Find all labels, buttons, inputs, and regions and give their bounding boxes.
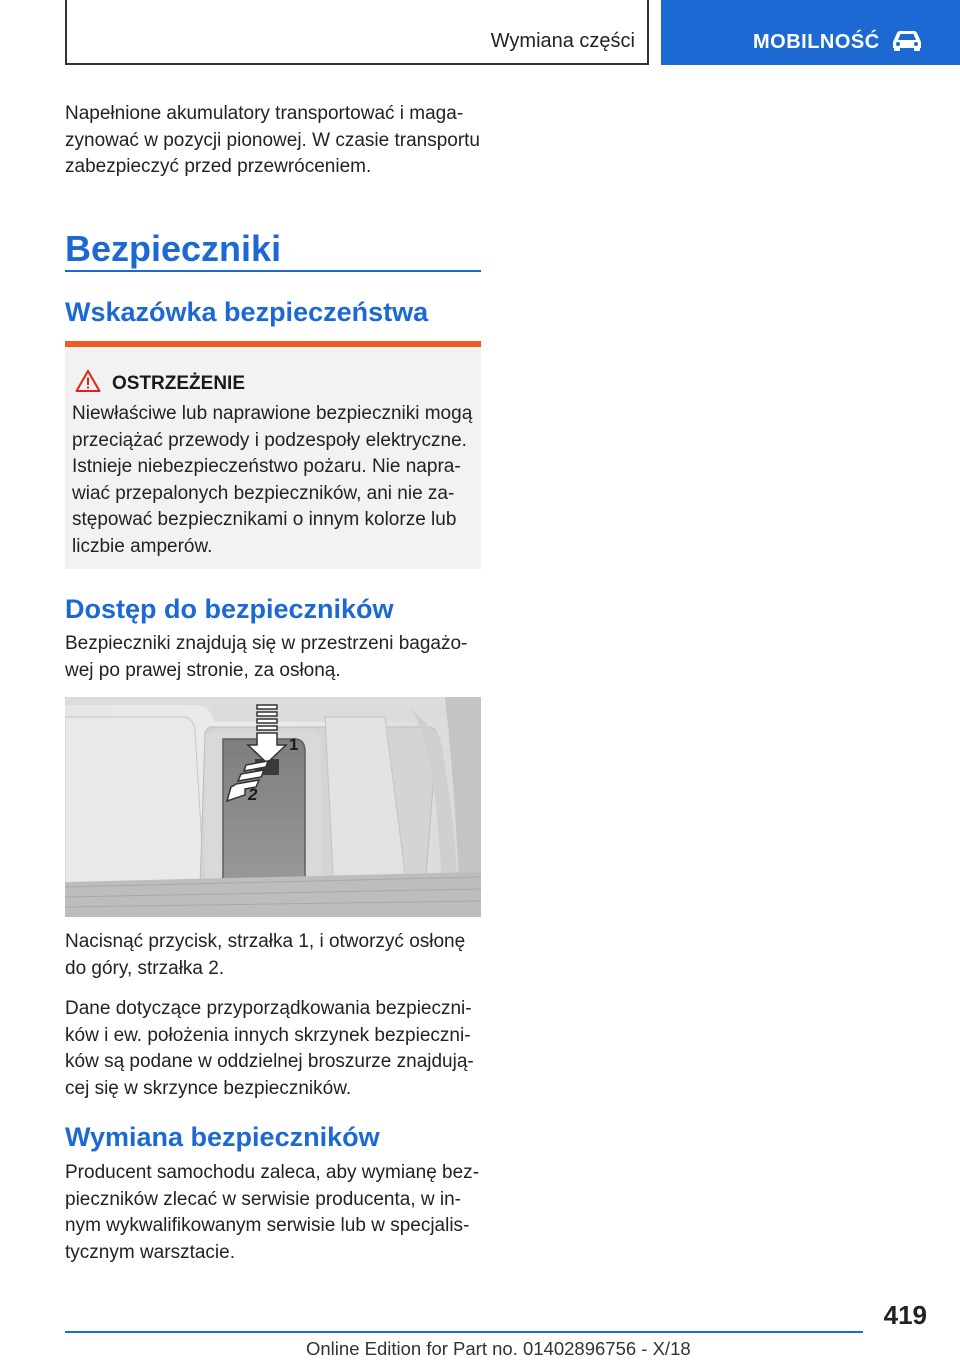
title-divider [65, 270, 481, 272]
safety-heading: Wskazówka bezpieczeństwa [65, 297, 429, 327]
warning-text: Niewłaściwe lub naprawione bezpieczniki mogą przeciążać przewody i podzespoły elektryczne. Istnieje niebezpieczeństwo pożaru. Nie naprawiać przepalonych bezpieczników, ani nie zastępować bezpiecznikami o innym kolorze lub liczbie amperów. [72, 403, 473, 557]
header-section-box [65, 0, 649, 65]
assignment-paragraph: Dane dotyczące przyporządkowania bezpieczników i ew. położenia innych skrzynek bezpieczników są podane w oddzielnej broszurze znajdującej się w skrzynce bezpieczników. [65, 998, 474, 1099]
access-heading: Dostęp do bezpieczników [65, 594, 394, 624]
access-paragraph: Bezpieczniki znajdują się w przestrzeni bagażowej po prawej stronie, za osłoną. [65, 633, 468, 681]
edition-note: Online Edition for Part no. 01402896756 - X/18 [306, 1338, 691, 1359]
footer-divider [65, 1331, 863, 1333]
page-number: 419 [883, 1300, 927, 1330]
warning-box [65, 341, 481, 569]
header-chapter-box [661, 0, 960, 65]
warning-title: OSTRZEŻENIE [112, 373, 246, 394]
chapter-title: MOBILNOŚĆ [753, 31, 880, 53]
car-icon [889, 28, 925, 52]
instruction-paragraph: Nacisnąć przycisk, strzałka 1, i otworzyć osłonę do góry, strzałka 2. [65, 931, 466, 979]
page-title: Bezpieczniki [65, 228, 282, 269]
intro-paragraph: Napełnione akumulatory transportować i magazynować w pozycji pionowej. W czasie transportu zabezpieczyć przed przewróceniem. [65, 103, 481, 177]
arrow-label-2: 2 [248, 785, 258, 804]
warning-triangle-icon [75, 369, 101, 393]
replacement-heading: Wymiana bezpieczników [65, 1122, 380, 1152]
section-title: Wymiana części [490, 30, 635, 52]
replacement-paragraph: Producent samochodu zaleca, aby wymianę bezpieczników zlecać w serwisie producenta, w innym wykwalifikowanym serwisie lub w specjalistycznym warsztacie. [65, 1162, 480, 1263]
arrow-label-1: 1 [289, 735, 299, 754]
fuse-cover-illustration [65, 697, 481, 917]
